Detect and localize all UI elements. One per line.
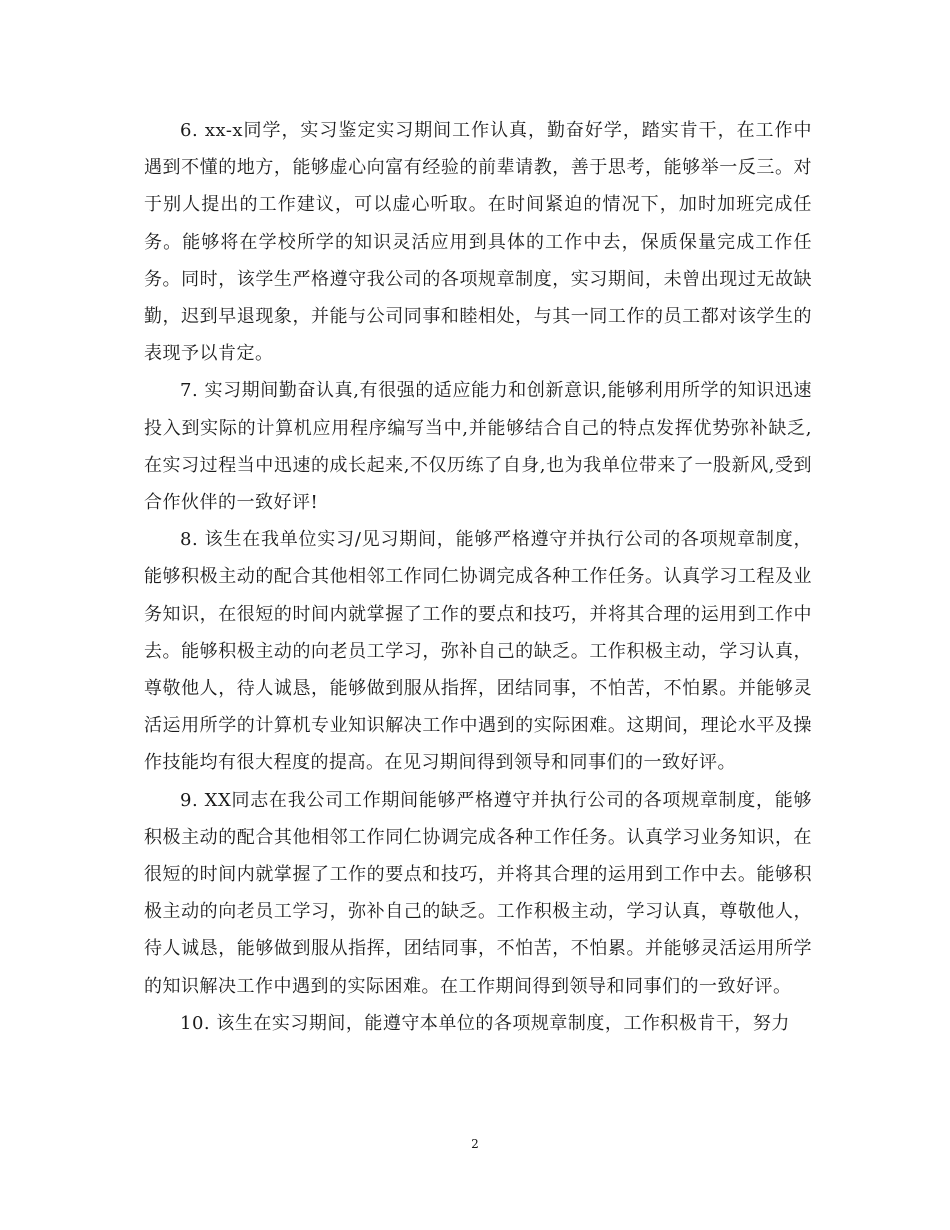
paragraph-10: 10. 该生在实习期间，能遵守本单位的各项规章制度，工作积极肯干，努力 xyxy=(180,1012,790,1034)
paragraph-6: 6. xx-x同学，实习鉴定实习期间工作认真，勤奋好学，踏实肯干，在工作中遇到不懂的地方，能够虚心向富有经验的前辈请教，善于思考，能够举一反三。对于别人提出的工作建议，可以虚心听取。在时间紧迫的情况下，加时加班完成任务。能够将在学校所学的知识灵活应用到具体的工作中去，保质保量完成工作任务。同时，该学生严格遵守我公司的各项规章制度，实习期间，未曾出现过无故缺勤，迟到早退现象，并能与公司同事和睦相处，与其一同工作的员工都对该学生的表现予以肯定。 xyxy=(144,120,812,365)
paragraph-8: 8. 该生在我单位实习/见习期间，能够严格遵守并执行公司的各项规章制度，能够积极主动的配合其他相邻工作同仁协调完成各种工作任务。认真学习工程及业务知识，在很短的时间内就掌握了工作的要点和技巧，并将其合理的运用到工作中去。能够积极主动的向老员工学习，弥补自己的缺乏。工作积极主动，学习认真，尊敬他人，待人诚恳，能够做到服从指挥，团结同事，不怕苦，不怕累。并能够灵活运用所学的计算机专业知识解决工作中遇到的实际困难。这期间，理论水平及操作技能均有很大程度的提高。在见习期间得到领导和同事们的一致好评。 xyxy=(144,529,812,774)
paragraph-9: 9. XX同志在我公司工作期间能够严格遵守并执行公司的各项规章制度，能够积极主动的配合其他相邻工作同仁协调完成各种工作任务。认真学习业务知识，在很短的时间内就掌握了工作的要点和技巧，并将其合理的运用到工作中去。能够积极主动的向老员工学习，弥补自己的缺乏。工作积极主动，学习认真，尊敬他人，待人诚恳，能够做到服从指挥，团结同事，不怕苦，不怕累。并能够灵活运用所学的知识解决工作中遇到的实际困难。在工作期间得到领导和同事们的一致好评。 xyxy=(144,789,812,997)
page-number: 2 xyxy=(471,1137,479,1151)
document-body xyxy=(144,112,812,1042)
paragraph-7: 7. 实习期间勤奋认真,有很强的适应能力和创新意识,能够利用所学的知识迅速投入到实际的计算机应用程序编写当中,并能够结合自己的特点发挥优势弥补缺乏,在实习过程当中迅速的成长起来,不仅历练了自身,也为我单位带来了一股新风,受到合作伙伴的一致好评! xyxy=(144,380,812,514)
